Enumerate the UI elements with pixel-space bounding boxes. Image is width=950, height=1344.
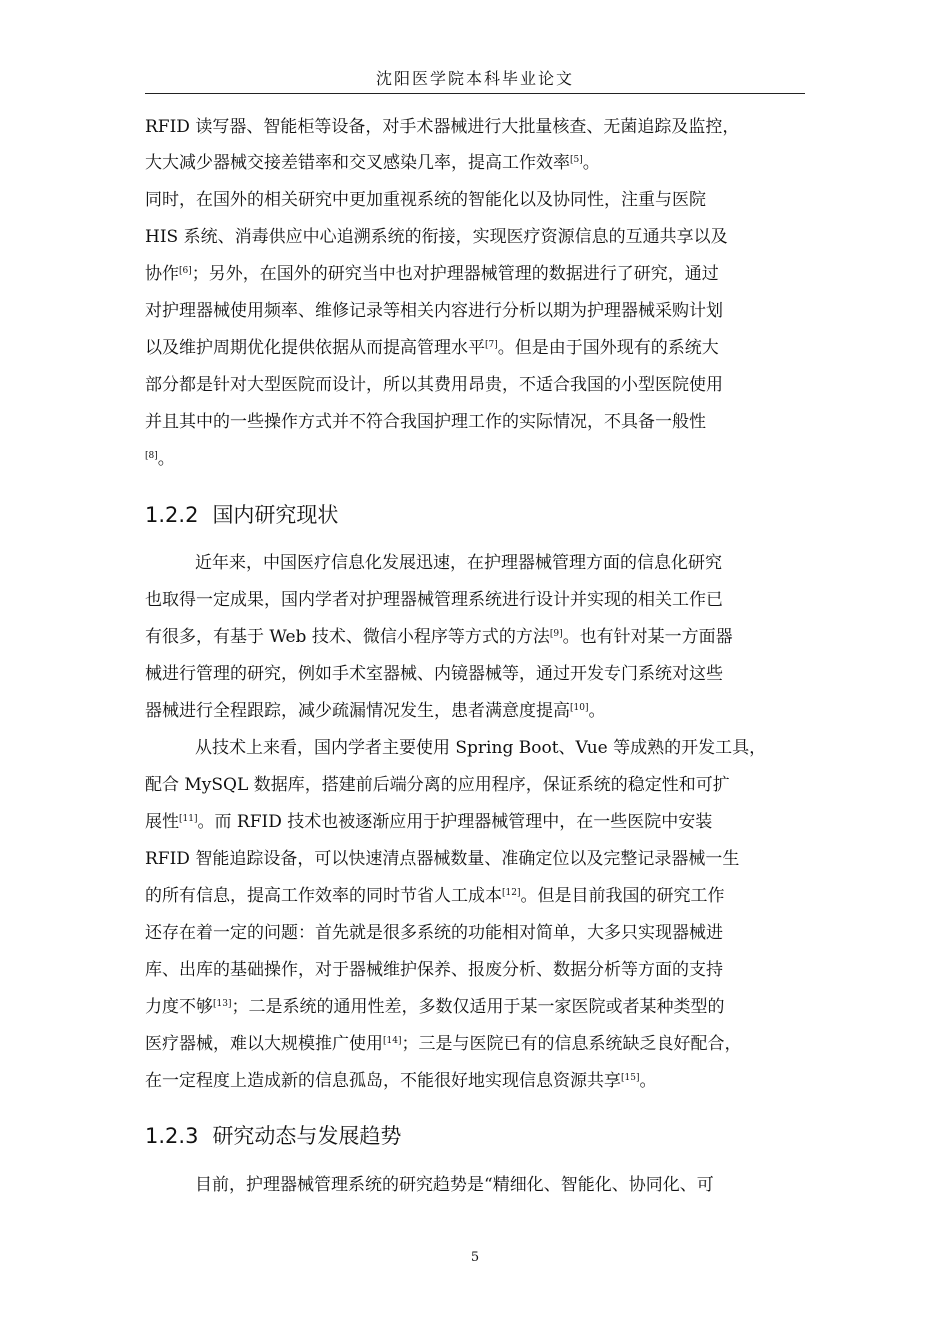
text-line: 还存在着一定的问题：首先就是很多系统的功能相对简单，大多只实现器械进	[145, 923, 723, 943]
text-line: RFID 智能追踪设备，可以快速清点器械数量、准确定位以及完整记录器械一生	[145, 849, 740, 869]
section-number: 1.2.3	[145, 1124, 199, 1148]
text-line: 有很多，有基于 Web 技术、微信小程序等方式的方法[9]。也有针对某一方面器	[145, 627, 733, 647]
text-line: 目前，护理器械管理系统的研究趋势是“精细化、智能化、协同化、可	[195, 1175, 714, 1195]
section-heading	[145, 1126, 401, 1147]
text-line: 近年来，中国医疗信息化发展迅速，在护理器械管理方面的信息化研究	[195, 553, 722, 573]
text-line: 库、出库的基础操作，对于器械维护保养、报废分析、数据分析等方面的支持	[145, 960, 723, 980]
text-line: 以及维护周期优化提供依据从而提高管理水平[7]。但是由于国外现有的系统大	[145, 338, 719, 358]
section-title: 研究动态与发展趋势	[212, 1124, 402, 1148]
text-line: 大大减少器械交接差错率和交叉感染几率，提高工作效率[5]。	[145, 153, 600, 173]
text-line: 力度不够[13]；二是系统的通用性差，多数仅适用于某一家医院或者某种类型的	[145, 997, 725, 1017]
citation: [7]	[485, 340, 498, 350]
text-line: 同时，在国外的相关研究中更加重视系统的智能化以及协同性，注重与医院	[145, 190, 706, 210]
citation: [5]	[570, 155, 583, 165]
text-line: 在一定程度上造成新的信息孤岛，不能很好地实现信息资源共享[15]。	[145, 1071, 657, 1091]
text-line: 也取得一定成果，国内学者对护理器械管理系统进行设计并实现的相关工作已	[145, 590, 723, 610]
citation: [14]	[383, 1036, 402, 1046]
citation: [11]	[179, 814, 198, 824]
citation: [8]	[145, 451, 158, 461]
citation: [15]	[621, 1073, 640, 1083]
header-divider	[145, 93, 805, 94]
text-line: HIS 系统、消毒供应中心追溯系统的衔接，实现医疗资源信息的互通共享以及	[145, 227, 728, 247]
section-heading	[145, 505, 338, 526]
section-number: 1.2.2	[145, 503, 199, 527]
citation: [10]	[570, 703, 589, 713]
text-line: [8]。	[145, 449, 175, 469]
text-line: 协作[6]；另外，在国外的研究当中也对护理器械管理的数据进行了研究，通过	[145, 264, 719, 284]
citation: [6]	[179, 266, 192, 276]
text-line: 器械进行全程跟踪，减少疏漏情况发生，患者满意度提高[10]。	[145, 701, 606, 721]
citation: [12]	[502, 888, 521, 898]
text-line: 展性[11]。而 RFID 技术也被逐渐应用于护理器械管理中，在一些医院中安装	[145, 812, 713, 832]
text-line: 医疗器械，难以大规模推广使用[14]；三是与医院已有的信息系统缺乏良好配合，	[145, 1034, 742, 1054]
citation: [9]	[549, 629, 563, 639]
text-line: 并且其中的一些操作方式并不符合我国护理工作的实际情况，不具备一般性	[145, 412, 706, 432]
text-line: 部分都是针对大型医院而设计，所以其费用昂贵，不适合我国的小型医院使用	[145, 375, 723, 395]
page-number: 5	[470, 1250, 480, 1265]
running-header: 沈阳医学院本科毕业论文	[375, 69, 574, 88]
text-line: 从技术上来看，国内学者主要使用 Spring Boot、Vue 等成熟的开发工具，	[195, 738, 767, 758]
text-line: RFID 读写器、智能柜等设备，对手术器械进行大批量核查、无菌追踪及监控，	[145, 117, 740, 137]
section-title: 国内研究现状	[212, 503, 339, 527]
citation: [13]	[213, 999, 232, 1009]
text-line: 配合 MySQL 数据库，搭建前后端分离的应用程序，保证系统的稳定性和可扩	[145, 775, 730, 795]
text-line: 的所有信息，提高工作效率的同时节省人工成本[12]。但是目前我国的研究工作	[145, 886, 725, 906]
text-line: 械进行管理的研究，例如手术室器械、内镜器械等，通过开发专门系统对这些	[145, 664, 723, 684]
text-line: 对护理器械使用频率、维修记录等相关内容进行分析以期为护理器械采购计划	[145, 301, 723, 321]
